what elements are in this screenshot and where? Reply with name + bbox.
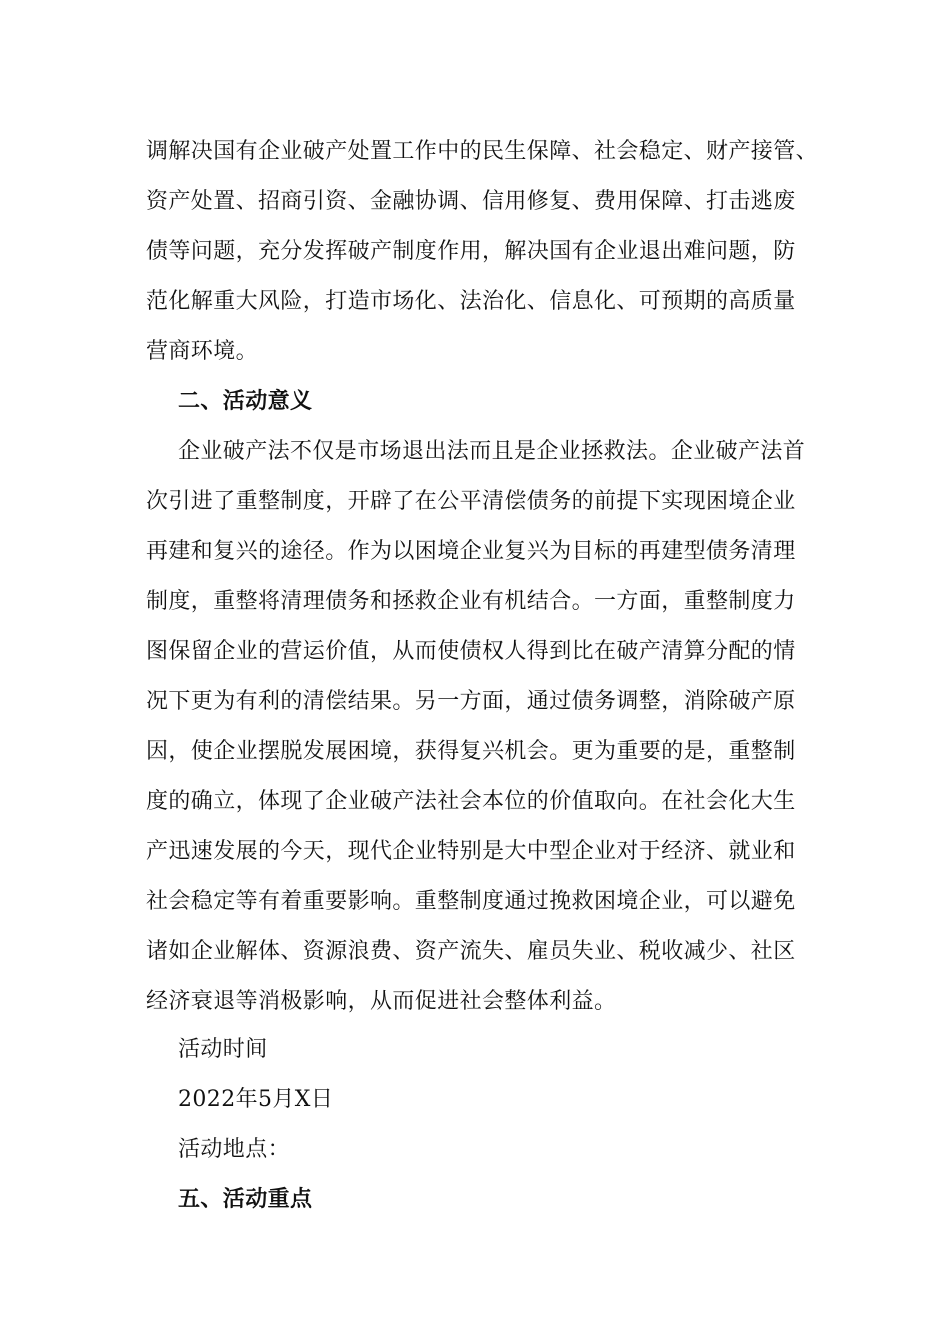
paragraph-line-1: 企业破产法不仅是市场退出法而且是企业拯救法。企业破产法首 — [178, 439, 806, 464]
paragraph-line-2: 次引进了重整制度，开辟了在公平清偿债务的前提下实现困境企业 — [146, 489, 796, 514]
paragraph-line-10: 社会稳定等有着重要影响。重整制度通过挽救困境企业，可以避免 — [146, 889, 796, 914]
paragraph-line-3: 再建和复兴的途径。作为以困境企业复兴为目标的再建型债务清理 — [146, 539, 796, 564]
activity-date: 2022年5月X日 — [178, 1087, 334, 1112]
paragraph-line-11: 诸如企业解体、资源浪费、资产流失、雇员失业、税收减少、社区 — [146, 939, 796, 964]
intro-line-2: 资产处置、招商引资、金融协调、信用修复、费用保障、打击逃废 — [146, 189, 796, 214]
activity-place-label: 活动地点： — [178, 1137, 291, 1162]
paragraph-line-8: 度的确立，体现了企业破产法社会本位的价值取向。在社会化大生 — [146, 789, 796, 814]
paragraph-line-4: 制度，重整将清理债务和拯救企业有机结合。一方面，重整制度力 — [146, 589, 796, 614]
paragraph-line-6: 况下更为有利的清偿结果。另一方面，通过债务调整，消除破产原 — [146, 689, 796, 714]
section-heading-focus: 五、活动重点 — [178, 1187, 313, 1212]
intro-line-1: 调解决国有企业破产处置工作中的民生保障、社会稳定、财产接管、 — [146, 139, 819, 164]
paragraph-line-12: 经济衰退等消极影响，从而促进社会整体利益。 — [146, 989, 617, 1014]
section-heading-significance: 二、活动意义 — [178, 389, 313, 414]
intro-line-3: 债等问题，充分发挥破产制度作用，解决国有企业退出难问题，防 — [146, 239, 796, 264]
paragraph-line-9: 产迅速发展的今天，现代企业特别是大中型企业对于经济、就业和 — [146, 839, 796, 864]
paragraph-line-7: 因，使企业摆脱发展困境，获得复兴机会。更为重要的是，重整制 — [146, 739, 796, 764]
intro-line-4: 范化解重大风险，打造市场化、法治化、信息化、可预期的高质量 — [146, 289, 796, 314]
paragraph-line-5: 图保留企业的营运价值，从而使债权人得到比在破产清算分配的情 — [146, 639, 796, 664]
intro-line-5: 营商环境。 — [146, 339, 259, 364]
activity-time-label: 活动时间 — [178, 1037, 268, 1062]
